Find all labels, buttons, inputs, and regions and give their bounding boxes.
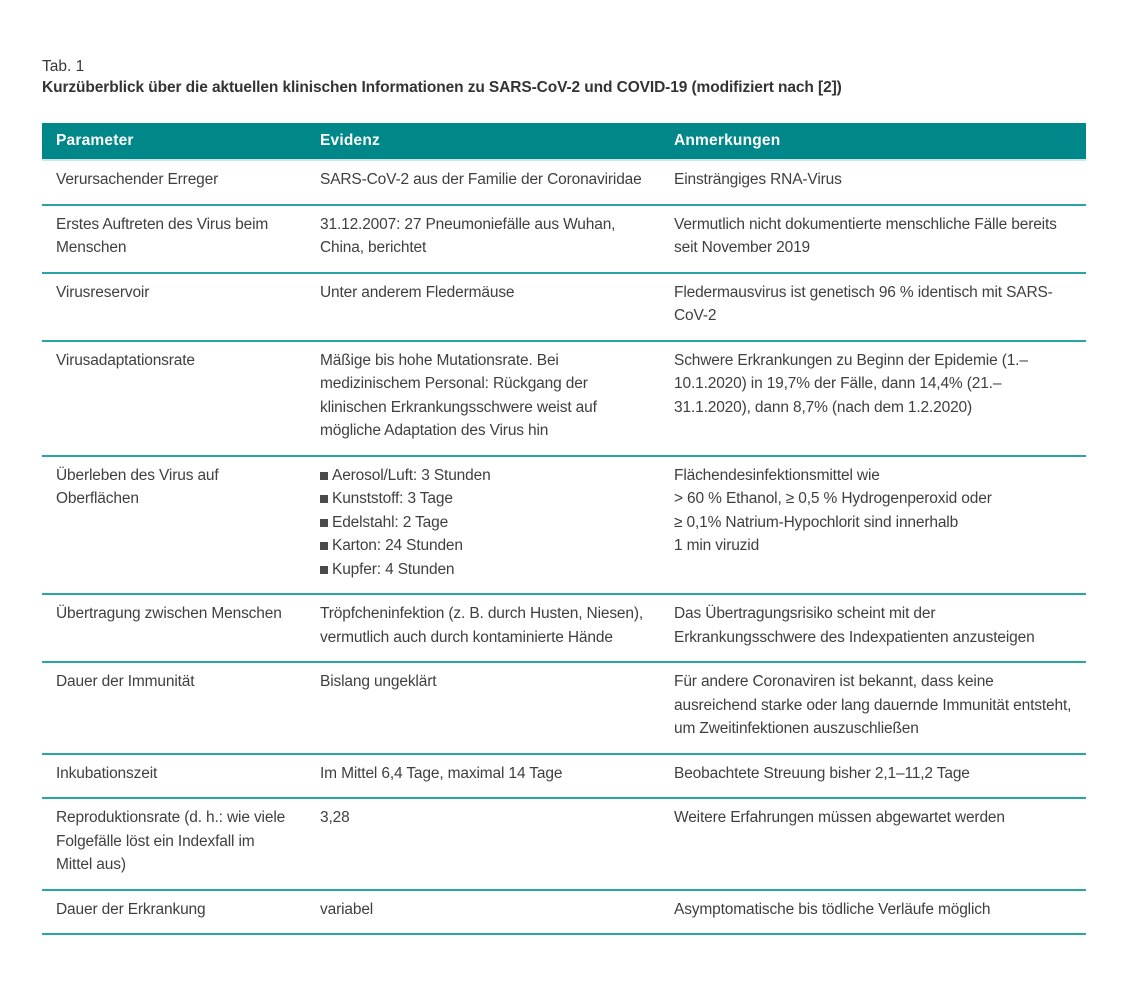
cell-anmerkungen: Weitere Erfahrungen müssen abgewartet werden: [660, 798, 1086, 890]
list-item: Aerosol/Luft: 3 Stunden: [320, 464, 646, 488]
clinical-info-table: [42, 123, 1086, 935]
table-title: Kurzüberblick über die aktuellen klinischen Informationen zu SARS-CoV-2 und COVID-19 (modifiziert nach [2]): [42, 79, 842, 96]
cell-evidenz: variabel: [306, 890, 660, 935]
cell-evidenz: Tröpfcheninfektion (z. B. durch Husten, Niesen), vermutlich auch durch kontaminierte Hände: [306, 594, 660, 662]
text-line: ≥ 0,1% Natrium-Hypochlorit sind innerhalb: [674, 513, 959, 531]
cell-parameter: Virusreservoir: [42, 273, 306, 341]
cell-parameter: Dauer der Erkrankung: [42, 890, 306, 935]
table-caption: [42, 57, 1092, 99]
cell-anmerkungen: [660, 456, 1086, 595]
table-row: [42, 754, 1086, 799]
text-line: > 60 % Ethanol, ≥ 0,5 % Hydrogenperoxid oder: [674, 490, 992, 507]
table-number: Tab. 1: [42, 58, 85, 75]
table-row: [42, 594, 1086, 662]
cell-parameter: Verursachender Erreger: [42, 160, 306, 205]
cell-anmerkungen: Das Übertragungsrisiko scheint mit der Erkrankungsschwere des Indexpatienten anzusteigen: [660, 594, 1086, 662]
surface-survival-list: [320, 464, 646, 582]
cell-parameter: Übertragung zwischen Menschen: [42, 594, 306, 662]
cell-anmerkungen: Einsträngiges RNA-Virus: [660, 160, 1086, 205]
list-item: Kupfer: 4 Stunden: [320, 558, 646, 582]
table-body: [42, 160, 1086, 934]
table-row: [42, 341, 1086, 456]
cell-evidenz: [306, 456, 660, 595]
table-row: [42, 456, 1086, 595]
header-parameter: Parameter: [42, 123, 306, 160]
cell-anmerkungen: Beobachtete Streuung bisher 2,1–11,2 Tage: [660, 754, 1086, 799]
cell-evidenz: Mäßige bis hohe Mutationsrate. Bei medizinischem Personal: Rückgang der klinischen Erkrankungsschwere weist auf mögliche Adaptation des Virus hin: [306, 341, 660, 456]
header-evidenz: Evidenz: [306, 123, 660, 160]
cell-anmerkungen: Vermutlich nicht dokumentierte menschliche Fälle bereits seit November 2019: [660, 205, 1086, 273]
table-row: [42, 273, 1086, 341]
cell-parameter: Dauer der Immunität: [42, 662, 306, 754]
cell-evidenz: 31.12.2007: 27 Pneumoniefälle aus Wuhan, China, berichtet: [306, 205, 660, 273]
text-line: 1 min viruzid: [674, 537, 760, 554]
list-item: Kunststoff: 3 Tage: [320, 487, 646, 511]
table-row: [42, 890, 1086, 935]
table-row: [42, 160, 1086, 205]
cell-evidenz: Unter anderem Fledermäuse: [306, 273, 660, 341]
cell-parameter: Virusadaptationsrate: [42, 341, 306, 456]
cell-evidenz: SARS-CoV-2 aus der Familie der Coronaviridae: [306, 160, 660, 205]
cell-evidenz: 3,28: [306, 798, 660, 890]
cell-evidenz: Im Mittel 6,4 Tage, maximal 14 Tage: [306, 754, 660, 799]
cell-anmerkungen: Fledermausvirus ist genetisch 96 % identisch mit SARS-CoV-2: [660, 273, 1086, 341]
table-row: [42, 662, 1086, 754]
cell-parameter: Erstes Auftreten des Virus beim Menschen: [42, 205, 306, 273]
cell-parameter: Inkubationszeit: [42, 754, 306, 799]
cell-evidenz: Bislang ungeklärt: [306, 662, 660, 754]
cell-parameter: Reproduktionsrate (d. h.: wie viele Folgefälle löst ein Indexfall im Mittel aus): [42, 798, 306, 890]
header-row: [42, 123, 1086, 160]
cell-parameter: Überleben des Virus auf Oberflächen: [42, 456, 306, 595]
list-item: Karton: 24 Stunden: [320, 534, 646, 558]
header-anmerkungen: Anmerkungen: [660, 123, 1086, 160]
table-row: [42, 798, 1086, 890]
table-header: [42, 123, 1086, 160]
cell-anmerkungen: Für andere Coronaviren ist bekannt, dass keine ausreichend starke oder lang dauernde Immunität entsteht, um Zweitinfektionen auszuschließen: [660, 662, 1086, 754]
cell-anmerkungen: Schwere Erkrankungen zu Beginn der Epidemie (1.–10.1.2020) in 19,7% der Fälle, dann 14,4% (21.–31.1.2020), dann 8,7% (nach dem 1.2.2020): [660, 341, 1086, 456]
table-row: [42, 205, 1086, 273]
cell-anmerkungen: Asymptomatische bis tödliche Verläufe möglich: [660, 890, 1086, 935]
list-item: Edelstahl: 2 Tage: [320, 511, 646, 535]
text-line: Flächendesinfektionsmittel wie: [674, 466, 880, 484]
